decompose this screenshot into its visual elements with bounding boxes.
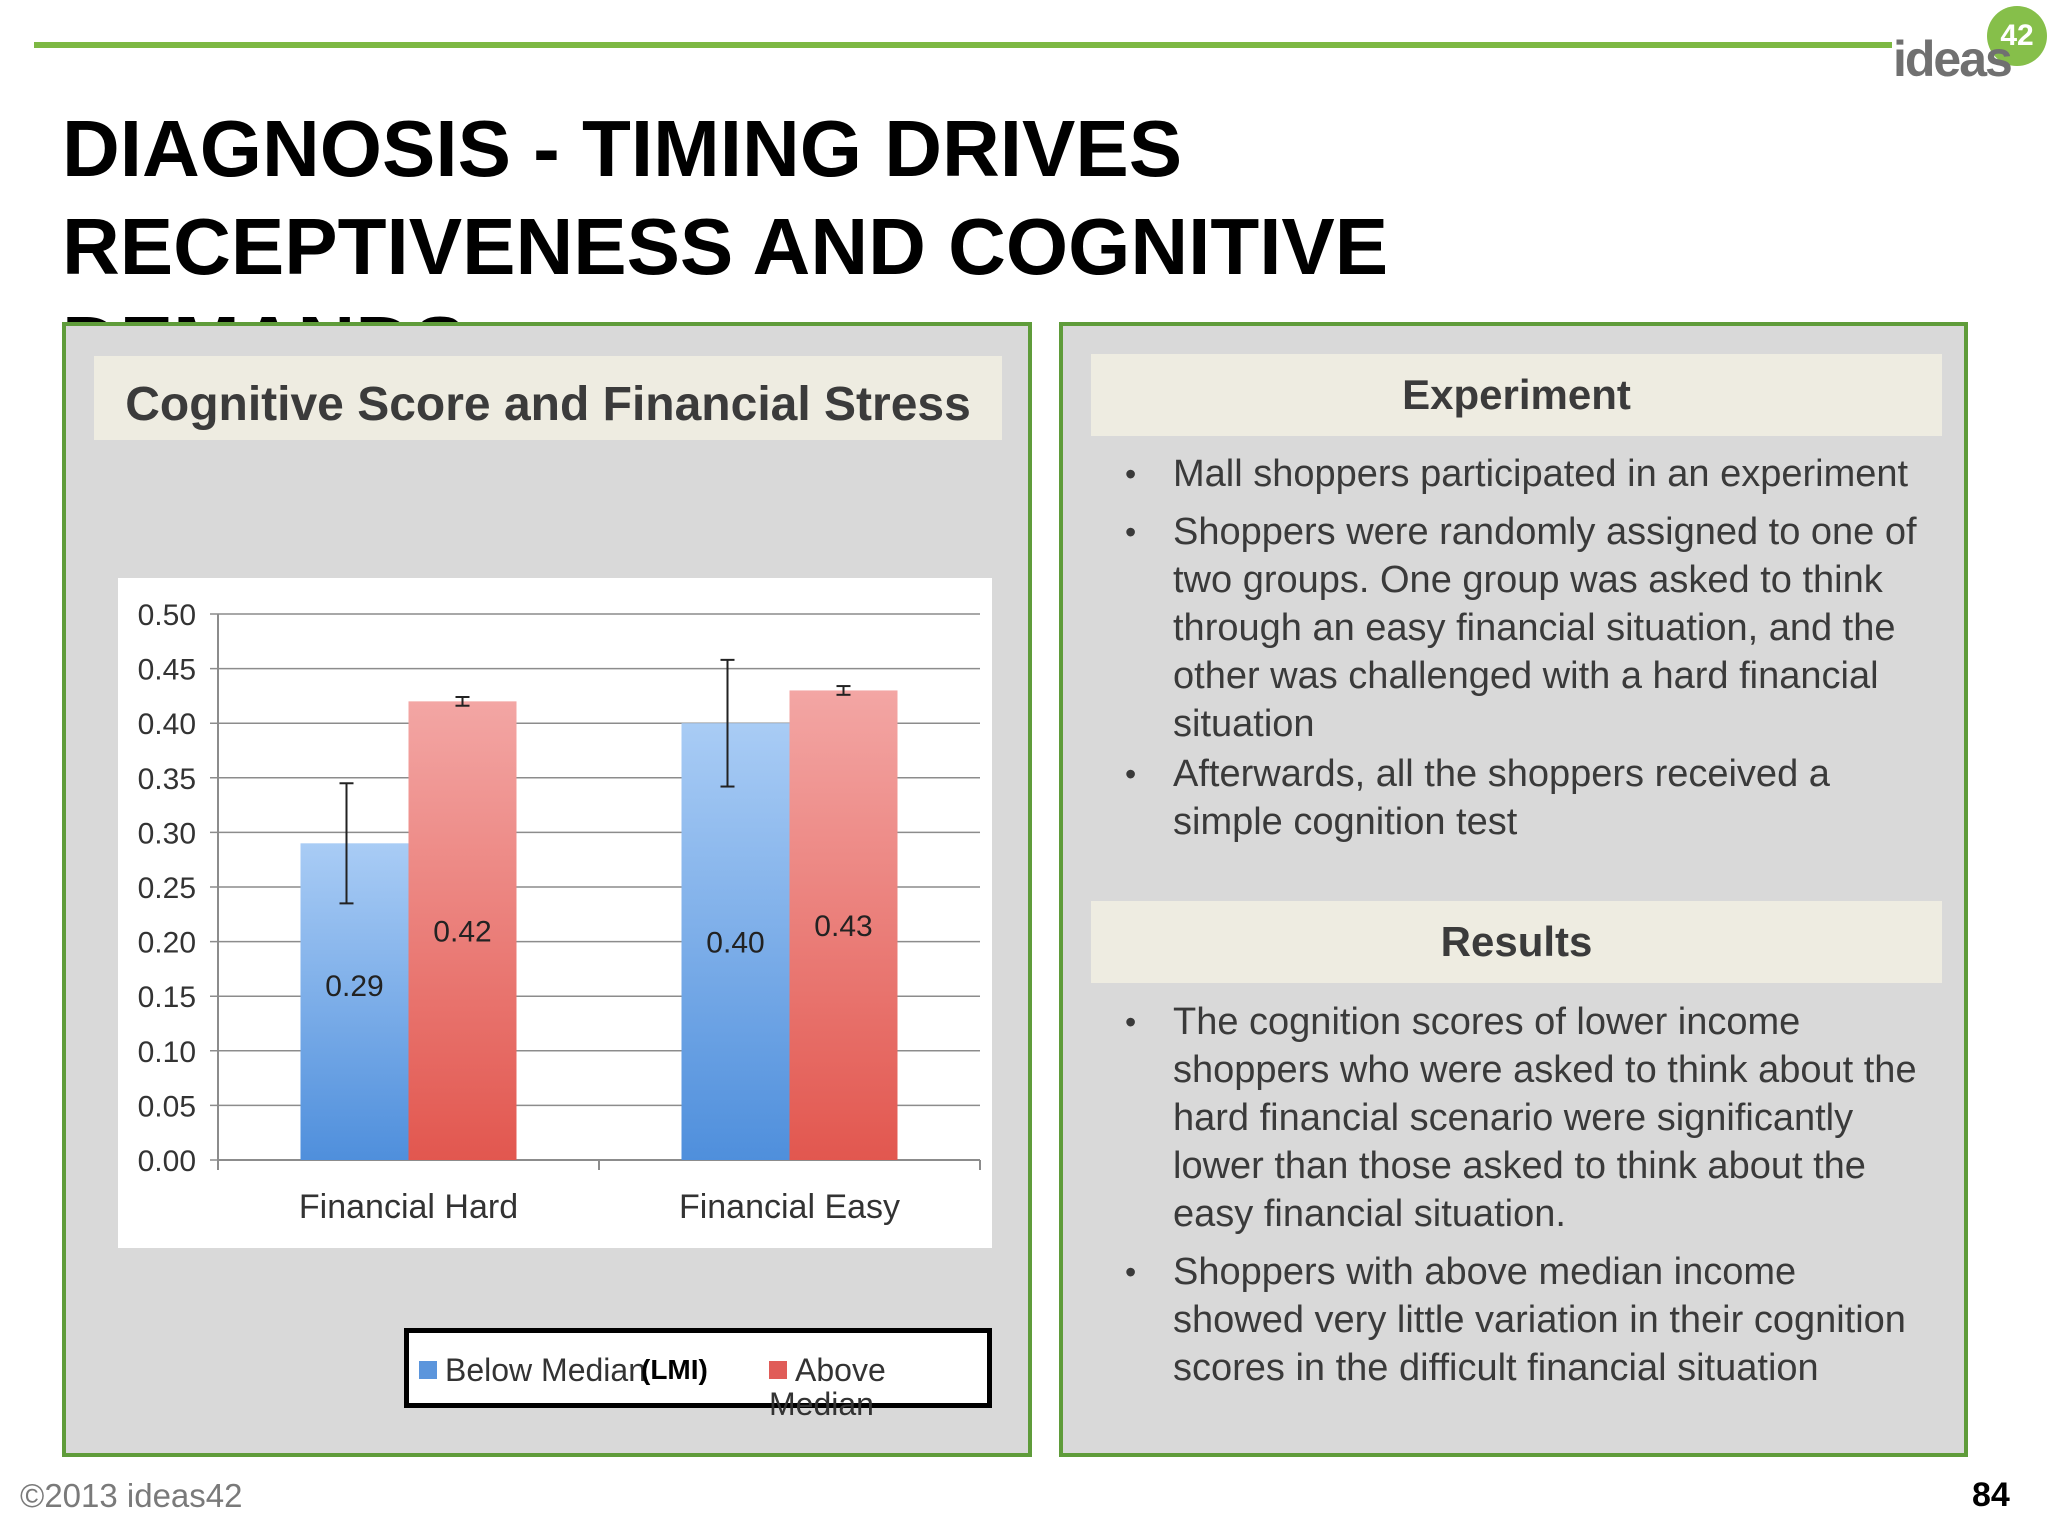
logo-word: ideas (1893, 31, 2011, 87)
y-tick-label: 0.00 (137, 1145, 196, 1178)
bullet-dot: • (1125, 756, 1137, 792)
results-header: Results (1091, 901, 1942, 983)
y-tick-label: 0.15 (137, 981, 196, 1015)
chart-panel (62, 322, 1032, 1457)
list-item (1091, 998, 1931, 1238)
list-item (1091, 1248, 1931, 1392)
y-tick-label: 0.30 (137, 817, 196, 851)
bullet-dot: • (1125, 1004, 1137, 1040)
y-tick-label: 0.35 (137, 762, 196, 796)
list-item (1091, 508, 1931, 748)
y-tick-label: 0.45 (137, 653, 196, 687)
bar-chart (118, 578, 992, 1248)
legend-swatch-above-median (769, 1361, 787, 1379)
legend-label-below-median: Below Median (445, 1352, 646, 1388)
legend-lmi-note: (LMI) (641, 1354, 708, 1385)
data-label: 0.40 (706, 926, 765, 960)
copyright: ©2013 ideas42 (20, 1477, 243, 1514)
data-label: 0.29 (325, 970, 384, 1004)
y-tick-label: 0.10 (137, 1035, 196, 1069)
slide-title: DIAGNOSIS - TIMING DRIVES RECEPTIVENESS AND COGNITIVE (62, 104, 1389, 291)
page-number: 84 (1972, 1476, 2010, 1514)
bullet-dot: • (1125, 514, 1137, 550)
bullet-dot: • (1125, 1254, 1137, 1290)
list-item-text: Shoppers were randomly assigned to one of two groups. One group was asked to think through an easy financial situation, and the other was challenged with a hard financial situation (1173, 511, 1917, 745)
list-item-text: The cognition scores of lower income shoppers who were asked to think about the hard financial scenario were significantly lower than those asked to think about the easy financial situation. (1173, 1001, 1917, 1235)
list-item (1091, 450, 1931, 498)
y-tick-label: 0.05 (137, 1090, 196, 1124)
experiment-header: Experiment (1091, 354, 1942, 436)
x-category-label: Financial Easy (678, 1188, 901, 1226)
data-label: 0.43 (814, 910, 873, 944)
text-panel (1059, 322, 1968, 1457)
x-category-label: Financial Hard (298, 1188, 519, 1226)
legend-label-above-median: Above Median (769, 1352, 886, 1422)
list-item-text: Afterwards, all the shoppers received a simple cognition test (1173, 753, 1830, 843)
legend-swatch-below-median (419, 1361, 437, 1379)
ideas42-logo (1893, 0, 2043, 95)
results-list (1091, 998, 1931, 1392)
logo-number-circle: 42 (1987, 6, 2047, 66)
list-item-text: Mall shoppers participated in an experiment (1173, 453, 1909, 495)
bullet-dot: • (1125, 456, 1137, 492)
y-tick-label: 0.50 (137, 599, 196, 632)
chart-area (118, 578, 992, 1248)
y-tick-label: 0.20 (137, 926, 196, 960)
chart-title (94, 356, 1002, 440)
list-item (1091, 750, 1931, 846)
chart-legend (404, 1328, 992, 1422)
data-label: 0.42 (433, 915, 492, 949)
legend-item-above-median (769, 1353, 987, 1421)
y-tick-label: 0.25 (137, 872, 196, 905)
y-tick-label: 0.40 (137, 708, 196, 742)
list-item-text: Shoppers with above median income showed very little variation in their cognition scores in the difficult financial situation (1173, 1251, 1906, 1389)
chart-title-text: Cognitive Score and Financial Stress (125, 378, 971, 431)
experiment-list (1091, 450, 1931, 846)
top-rule (34, 42, 1892, 48)
legend-item-below-median (419, 1353, 646, 1387)
